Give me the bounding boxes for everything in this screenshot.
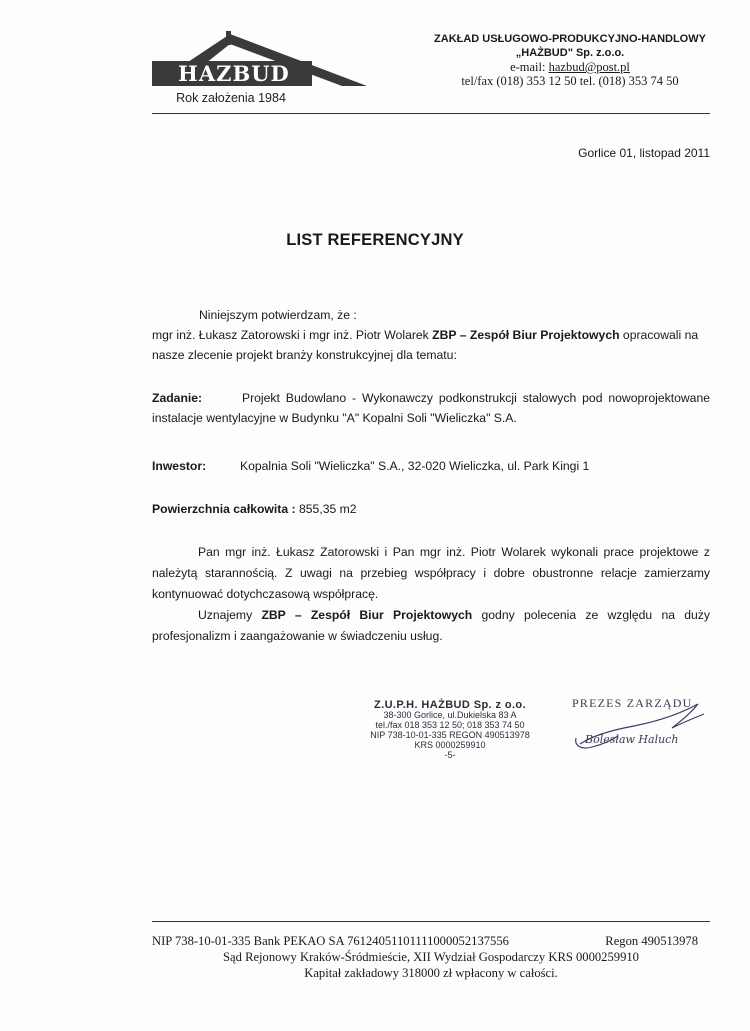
- paragraph-3-end: godny polecenia ze względu na duży profesjonalizm i zaangażowanie w świadczeniu usług.: [152, 608, 710, 643]
- company-name-line2: „HAŻBUD" Sp. z.o.o.: [515, 47, 625, 59]
- handwritten-signature-icon: [572, 700, 712, 755]
- paragraph-3: [152, 605, 710, 647]
- logo-wordmark: HAZBUD: [178, 61, 290, 86]
- company-email-line: [430, 60, 710, 74]
- header-divider: [152, 113, 710, 114]
- stamp-line-6: -5-: [444, 750, 456, 760]
- intro-line: Niniejszym potwierdzam, że :: [199, 308, 357, 322]
- email-link[interactable]: hazbud@post.pl: [548, 60, 630, 74]
- area-value: 855,35 m2: [298, 502, 357, 516]
- investor-section: [152, 456, 710, 476]
- company-info: [430, 32, 710, 88]
- task-section: [152, 388, 710, 428]
- company-name-line1: ZAKŁAD USŁUGOWO-PRODUKCYJNO-HANDLOWY: [434, 33, 706, 45]
- area-section: [152, 499, 710, 519]
- task-text: Projekt Budowlano - Wykonawczy podkonstrukcji stalowych pod nowoprojektowane instalacje wentylacyjne w Budynku "A" Kopalni Soli "Wieliczka" S.A.: [152, 391, 711, 425]
- signatory-name: Bolesław Haluch: [585, 733, 679, 746]
- paragraph-2: Pan mgr inż. Łukasz Zatorowski i Pan mgr inż. Piotr Wolarek wykonali prace projektowe z należytą starannością. Z uwagi na przebieg współpracy i dobre obustronne relacje zamierzamy kontynuować dotychczasową współpracę.: [152, 545, 710, 601]
- footer-row-1: [152, 933, 710, 949]
- paragraph-1-end: opracowali na nasze zlecenie projekt branży konstrukcyjnej dla tematu:: [152, 328, 699, 362]
- footer-nip-bank: NIP 738-10-01-335 Bank PEKAO SA 76124051101111000052137556: [152, 934, 509, 948]
- stamp-line-5: KRS 0000259910: [414, 740, 486, 750]
- document-title: LIST REFERENCYJNY: [286, 231, 464, 249]
- stamp-line-4: NIP 738-10-01-335 REGON 490513978: [370, 730, 530, 740]
- footer-capital: Kapitał zakładowy 318000 zł wpłacony w całości.: [304, 966, 558, 980]
- company-bold-1: ZBP – Zespół Biur Projektowych: [432, 328, 620, 342]
- investor-text: Kopalnia Soli "Wieliczka" S.A., 32-020 Wieliczka, ul. Park Kingi 1: [239, 459, 590, 473]
- task-label: Zadanie:: [152, 391, 203, 405]
- paragraph-1: [152, 325, 710, 365]
- signature-title: PREZES ZARZĄDU: [572, 696, 693, 710]
- company-logo: [152, 28, 367, 110]
- footer-court: Sąd Rejonowy Kraków-Śródmieście, XII Wydział Gospodarczy KRS 0000259910: [223, 950, 639, 964]
- company-stamp: [360, 700, 540, 760]
- email-label: e-mail:: [510, 60, 549, 74]
- area-label: Powierzchnia całkowita :: [152, 502, 296, 516]
- footer-divider: [152, 921, 710, 922]
- stamp-line-1: Z.U.P.H. HAŻBUD Sp. z o.o.: [374, 699, 526, 711]
- stamp-line-2: 38-300 Gorlice, ul.Dukielska 83 A: [383, 710, 517, 720]
- footer-regon: Regon 490513978: [605, 934, 698, 948]
- paragraph-1-start: mgr inż. Łukasz Zatorowski i mgr inż. Piotr Wolarek: [152, 328, 433, 342]
- letter-date: Gorlice 01, listopad 2011: [578, 146, 710, 160]
- footer: [152, 933, 710, 981]
- stamp-line-3: tel./fax 018 353 12 50; 018 353 74 50: [375, 720, 525, 730]
- company-bold-2: ZBP – Zespół Biur Projektowych: [261, 608, 473, 622]
- investor-label: Inwestor:: [152, 459, 207, 473]
- company-phones: tel/fax (018) 353 12 50 tel. (018) 353 74 50: [461, 74, 679, 88]
- paragraph-3-start: Uznajemy: [198, 608, 262, 622]
- founded-year: Rok założenia 1984: [176, 91, 286, 105]
